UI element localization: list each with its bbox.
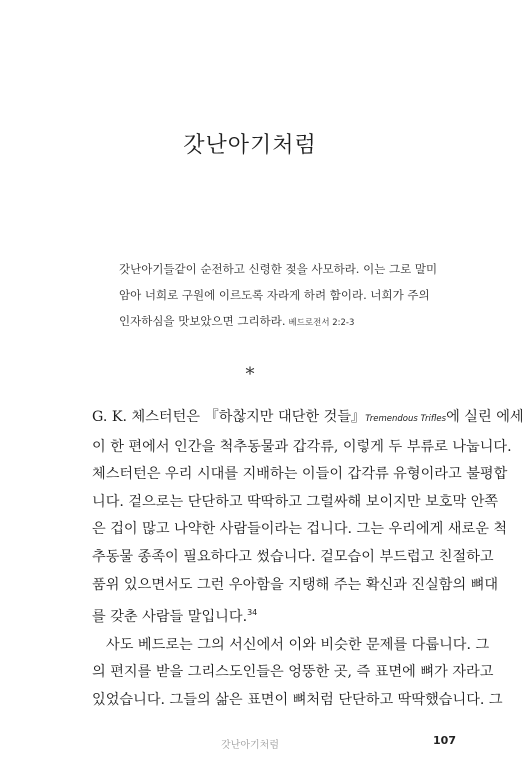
body-line-text: 에 실린 에세: [446, 409, 524, 425]
body-line: 있었습니다. 그들의 삶은 표면이 뼈처럼 단단하고 딱딱했습니다. 그: [92, 691, 503, 708]
body-line: 품위 있으면서도 그런 우아함을 지탱해 주는 확신과 진실함의 뼈대: [92, 576, 499, 593]
body-line: [92, 404, 524, 434]
body-line: 추동물 종족이 필요하다고 썼습니다. 겉모습이 부드럽고 친절하고: [92, 548, 494, 565]
section-separator-asterisk: *: [245, 364, 255, 385]
body-line-text: G. K. 체스터턴은 『하찮지만 대단한 것들』: [92, 409, 366, 425]
body-line: 사도 베드로는 그의 서신에서 이와 비슷한 문제를 다룹니다. 그: [106, 636, 490, 653]
epigraph-citation: 베드로전서 2:2-3: [288, 318, 355, 328]
body-line: [92, 599, 450, 632]
body-line: 이 한 편에서 인간을 척추동물과 갑각류, 이렇게 두 부류로 나눕니다.: [92, 438, 512, 455]
epigraph-last-line: [119, 308, 437, 336]
original-title-note: Tremendous Trifles: [365, 414, 447, 424]
body-line: 은 겁이 많고 나약한 사람들이라는 겁니다. 그는 우리에게 새로운 척: [92, 521, 508, 538]
body-line: 의 편지를 받을 그리스도인들은 엉뚱한 곳, 즉 표면에 뼈가 자라고: [92, 664, 494, 681]
body-text: [92, 404, 524, 715]
body-line: 니다. 겉으로는 단단하고 딱딱하고 그럴싸해 보이지만 보호막 안쪽: [92, 493, 499, 510]
epigraph-line: 암아 너희로 구원에 이르도록 자라게 하려 함이라. 너희가 주의: [119, 288, 430, 302]
chapter-title: 갓난아기처럼: [183, 133, 317, 158]
running-head: 갓난아기처럼: [221, 740, 279, 751]
body-line: 체스터턴은 우리 시대를 지배하는 이들이 갑각류 유형이라고 불평합: [92, 466, 508, 483]
page-number: 107: [433, 734, 456, 747]
epigraph-line: 갓난아기들같이 순전하고 신령한 젖을 사모하라. 이는 그로 말미: [119, 262, 438, 276]
footnote-marker: 34: [247, 608, 258, 618]
epigraph-line-text: 인자하심을 맛보았으면 그리하라.: [119, 314, 286, 328]
body-line-text: 를 갖춘 사람들 말입니다.: [92, 609, 248, 626]
epigraph: [119, 256, 437, 336]
